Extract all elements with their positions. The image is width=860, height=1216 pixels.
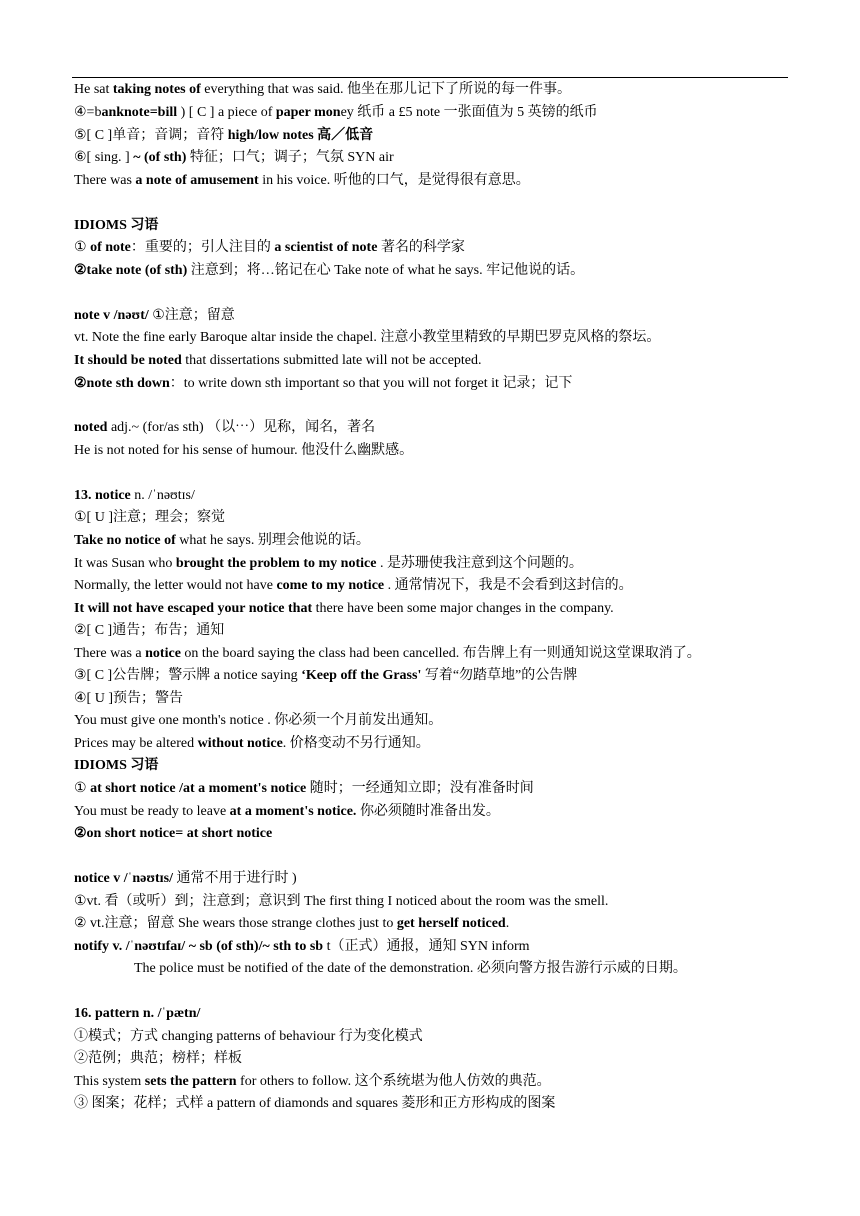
- bold-text: ‘Keep off the Grass': [301, 668, 422, 683]
- text-run: on the board saying the class had been cancelled. 布告牌上有一则通知说这堂课取消了。: [180, 646, 701, 661]
- bold-text: Take no notice of: [74, 533, 176, 548]
- text-line: [74, 127, 373, 145]
- text-line: [74, 825, 272, 843]
- text-run: ④=b: [74, 105, 102, 120]
- bold-text: a note of amusement: [135, 173, 259, 188]
- header-rule: [72, 77, 788, 78]
- bold-text: ②note sth down: [74, 376, 170, 391]
- text-run: 写着“勿踏草地”的公告牌: [421, 668, 578, 683]
- bold-text: noted: [74, 420, 108, 435]
- bold-text: ②on short notice= at short notice: [74, 826, 273, 841]
- bold-text: a scientist of note: [274, 240, 378, 255]
- text-run: You must give one month's notice . 你必须一个月前发出通知。: [74, 713, 443, 728]
- text-run: for others to follow. 这个系统堪为他人仿效的典范。: [236, 1074, 551, 1089]
- text-run: ：重要的；引人注目的: [130, 240, 275, 255]
- bold-text: It will not have escaped your notice that: [74, 601, 313, 616]
- text-line: [74, 239, 465, 257]
- entry-heading: [74, 870, 297, 888]
- text-run: ④[ U ]预告；警告: [74, 691, 183, 706]
- text-line: [74, 1095, 555, 1113]
- text-run: ①: [74, 781, 91, 796]
- text-run: vt. Note the fine early Baroque altar inside the chapel. 注意小教堂里精致的早期巴罗克风格的祭坛。: [74, 330, 661, 345]
- bold-text: brought the problem to my notice: [175, 556, 377, 571]
- text-run: that dissertations submitted late will not be accepted.: [181, 353, 482, 368]
- bold-text: 13. notice: [74, 488, 131, 503]
- text-line: [134, 960, 687, 978]
- bold-text: at short notice /at a moment's notice: [90, 781, 307, 796]
- text-run: 注意到；将…铭记在心 Take note of what he says. 牢记他说的话。: [187, 263, 585, 278]
- text-line: [74, 329, 660, 347]
- text-run: ②范例；典范；榜样；样板: [74, 1051, 242, 1066]
- bold-text: come to my notice: [276, 578, 385, 593]
- text-run: ) [ C ] a piece of: [177, 105, 276, 120]
- text-line: [74, 893, 608, 911]
- text-run: in his voice. 听他的口气，是觉得很有意思。: [258, 173, 530, 188]
- text-run: everything that was said. 他坐在那儿记下了所说的每一件事。: [200, 82, 571, 97]
- text-run: ③[ C ]公告牌；警示牌 a notice saying: [74, 668, 302, 683]
- bold-text: of note: [90, 240, 131, 255]
- text-line: [74, 532, 370, 550]
- text-line: [74, 600, 614, 618]
- entry-heading: [74, 307, 235, 325]
- text-run: ②[ C ]通告；布告；通知: [74, 623, 225, 638]
- text-line: [74, 1073, 551, 1091]
- bold-text: taking notes of: [112, 82, 201, 97]
- text-run: .: [505, 916, 510, 931]
- text-line: [74, 149, 394, 167]
- bold-text: high/low notes 高／低音: [227, 128, 374, 143]
- bold-text: anknote=bill: [101, 105, 178, 120]
- text-line: [74, 803, 500, 821]
- text-run: ①vt. 看（或听）到；注意到；意识到 The first thing I noticed about the room was the smell.: [74, 894, 609, 909]
- text-line: [74, 667, 577, 685]
- text-line: [74, 915, 509, 933]
- text-line: [74, 509, 225, 527]
- text-run: He is not noted for his sense of humour. 他没什么幽默感。: [74, 443, 414, 458]
- text-run: 特征；口气；调子；气氛 SYN air: [186, 150, 394, 165]
- text-line: [74, 352, 482, 370]
- text-run: adj.~ (for/as sth) （以⋯）见称，闻名，著名: [107, 420, 376, 435]
- text-run: . 价格变动不另行通知。: [282, 736, 430, 751]
- text-line: [74, 577, 633, 595]
- bold-text: IDIOMS 习语: [74, 758, 159, 773]
- text-run: ⑤[ C ]单音；音调；音符: [74, 128, 228, 143]
- text-line: [74, 938, 530, 956]
- text-line: [74, 622, 224, 640]
- text-line: [74, 1028, 423, 1046]
- text-run: He sat: [74, 82, 113, 97]
- text-line: [74, 645, 701, 663]
- text-line: [74, 172, 530, 190]
- text-line: [74, 1050, 242, 1068]
- entry-heading: [74, 487, 195, 505]
- bold-text: /ˈnəʊtɪfaɪ/ ~ sb (of sth)/~ sth to sb: [125, 939, 324, 954]
- bold-text: get herself noticed: [396, 916, 506, 931]
- text-run: 通常不用于进行时 ): [172, 871, 297, 886]
- text-run: what he says. 别理会他说的话。: [175, 533, 370, 548]
- bold-text: notice v /ˈnəʊtɪs/: [74, 871, 173, 886]
- bold-text: It should be noted: [74, 353, 182, 368]
- text-run: The police must be notified of the date of the demonstration. 必须向警方报告游行示威的日期。: [134, 961, 687, 976]
- bold-text: sets the pattern: [144, 1074, 237, 1089]
- text-line: [74, 81, 571, 99]
- entry-heading: [74, 1005, 200, 1023]
- bold-text: notify v.: [74, 939, 123, 954]
- bold-text: without notice: [197, 736, 283, 751]
- text-line: [74, 262, 584, 280]
- bold-text: ②take note (of sth): [74, 263, 188, 278]
- text-line: [74, 712, 442, 730]
- entry-heading: [74, 419, 375, 437]
- text-run: there have been some major changes in the company.: [312, 601, 614, 616]
- text-run: ①: [74, 240, 91, 255]
- text-run: It was Susan who: [74, 556, 176, 571]
- text-run: ⑥[ sing. ]: [74, 150, 134, 165]
- text-run: You must be ready to leave: [74, 804, 230, 819]
- text-run: . 通常情况下，我是不会看到这封信的。: [384, 578, 633, 593]
- text-run: n. /ˈnəʊtɪs/: [130, 488, 195, 503]
- text-line: [74, 780, 534, 798]
- text-run: 著名的科学家: [377, 240, 465, 255]
- text-run: 随时；一经通知立即；没有准备时间: [306, 781, 534, 796]
- bold-text: notice: [145, 646, 181, 661]
- text-line: [74, 690, 183, 708]
- text-line: [74, 104, 598, 122]
- text-run: ①[ U ]注意；理会；察觉: [74, 510, 225, 525]
- bold-text: 16. pattern n. /ˈpætn/: [74, 1006, 201, 1021]
- text-run: ①模式；方式 changing patterns of behaviour 行为变化模式: [74, 1029, 423, 1044]
- text-run: There was: [74, 173, 136, 188]
- text-run: ③ 图案；花样；式样 a pattern of diamonds and squares 菱形和正方形构成的图案: [74, 1096, 556, 1111]
- text-run: ：to write down sth important so that you will not forget it 记录；记下: [169, 376, 573, 391]
- bold-text: at a moment's notice.: [229, 804, 357, 819]
- text-run: ey 纸币 a £5 note 一张面值为 5 英镑的纸币: [340, 105, 598, 120]
- section-heading: [74, 757, 158, 775]
- text-line: [74, 375, 572, 393]
- text-line: [74, 735, 430, 753]
- bold-text: IDIOMS 习语: [74, 218, 159, 233]
- text-line: [74, 555, 583, 573]
- text-run: There was a: [74, 646, 146, 661]
- text-run: Normally, the letter would not have: [74, 578, 277, 593]
- bold-text: paper mon: [275, 105, 341, 120]
- bold-text: ~ (of sth): [133, 150, 187, 165]
- text-run: 你必须随时准备出发。: [356, 804, 500, 819]
- text-run: ①注意；留意: [148, 308, 235, 323]
- section-heading: [74, 217, 158, 235]
- text-run: . 是苏珊使我注意到这个问题的。: [376, 556, 583, 571]
- text-line: [74, 442, 413, 460]
- text-run: t（正式）通报，通知 SYN inform: [323, 939, 530, 954]
- text-run: Prices may be altered: [74, 736, 198, 751]
- text-run: ② vt.注意；留意 She wears those strange clothes just to: [74, 916, 397, 931]
- text-run: This system: [74, 1074, 145, 1089]
- bold-text: note v /nəʊt/: [74, 308, 149, 323]
